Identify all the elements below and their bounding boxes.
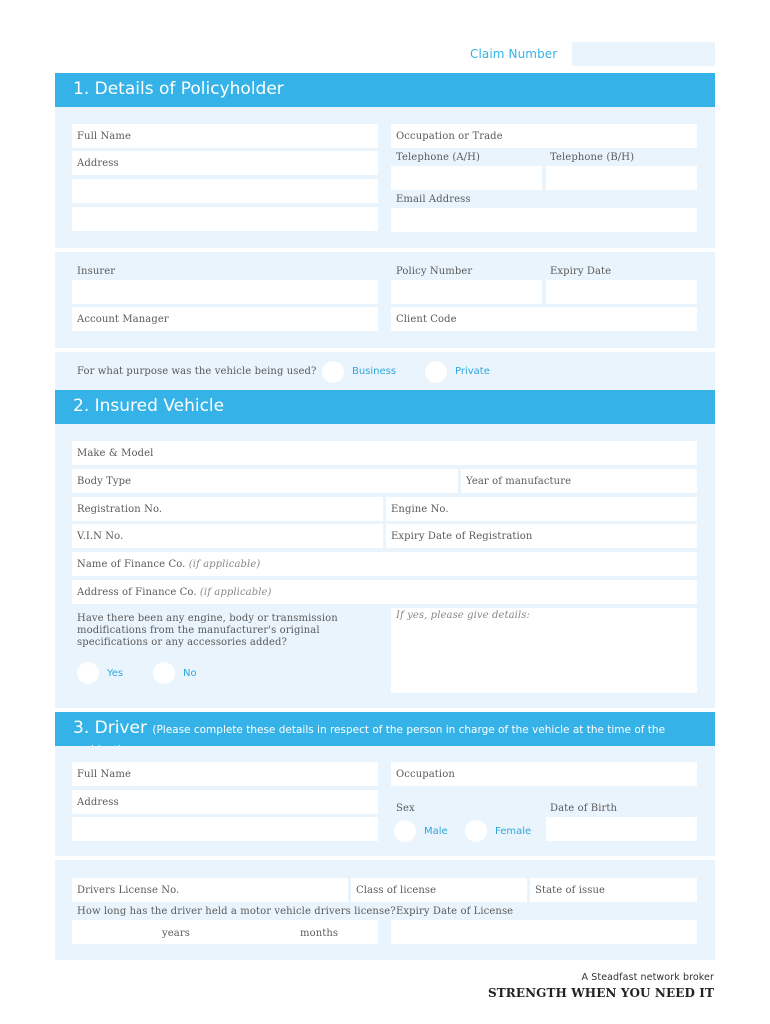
section-2-title: 2. Insured Vehicle	[73, 396, 225, 416]
address-field-2[interactable]	[72, 179, 378, 203]
driver-occupation-label: Occupation	[396, 769, 455, 780]
footer-slogan: STRENGTH WHEN YOU NEED IT	[487, 986, 714, 1000]
details-label	[396, 610, 530, 621]
license-expiry-label: Expiry Date of License	[396, 906, 514, 917]
insurer-label: Insurer	[77, 266, 116, 277]
expiry-date-field[interactable]	[546, 280, 697, 304]
purpose-question: For what purpose was the vehicle being used?	[77, 366, 317, 377]
license-number-label: Drivers License No.	[77, 885, 180, 896]
male-radio[interactable]	[394, 820, 416, 842]
finance-address-note: (if applicable)	[199, 587, 272, 598]
make-model-label: Make & Model	[77, 448, 154, 459]
dob-field[interactable]	[546, 817, 697, 841]
no-label: No	[183, 668, 197, 679]
address-field-3[interactable]	[72, 207, 378, 231]
body-type-label: Body Type	[77, 476, 132, 487]
finance-name-text: Name of Finance Co.	[77, 559, 186, 570]
yes-radio[interactable]	[77, 662, 99, 684]
telephone-bh-label: Telephone (B/H)	[550, 152, 635, 163]
expiry-date-label: Expiry Date	[550, 266, 612, 277]
driver-address-field-2[interactable]	[72, 817, 378, 841]
make-model-field[interactable]	[72, 441, 697, 465]
address-label: Address	[77, 158, 119, 169]
claim-number-field[interactable]	[572, 42, 715, 66]
full-name-label: Full Name	[77, 131, 131, 142]
business-radio[interactable]	[322, 361, 344, 383]
network-tagline: A Steadfast network broker	[581, 972, 714, 983]
finance-name-label	[77, 559, 260, 570]
female-label: Female	[495, 826, 532, 837]
finance-address-label	[77, 587, 272, 598]
registration-label: Registration No.	[77, 504, 163, 515]
engine-label: Engine No.	[391, 504, 449, 515]
sex-label: Sex	[396, 803, 415, 814]
driver-full-name-label: Full Name	[77, 769, 131, 780]
section-1-title: 1. Details of Policyholder	[73, 79, 284, 99]
finance-address-text: Address of Finance Co.	[77, 587, 197, 598]
state-label: State of issue	[535, 885, 606, 896]
section-2-header	[55, 390, 715, 424]
details-text: If yes, please give details:	[396, 610, 530, 621]
telephone-ah-label: Telephone (A/H)	[396, 152, 480, 163]
section-3-title-text: 3. Driver	[73, 718, 147, 738]
telephone-bh-field[interactable]	[546, 166, 697, 190]
male-label: Male	[424, 826, 448, 837]
license-class-label: Class of license	[356, 885, 437, 896]
modifications-question: Have there been any engine, body or transmission modifications from the manufacturer's original specifications or any accessories added?	[77, 613, 338, 648]
female-radio[interactable]	[465, 820, 487, 842]
rego-expiry-label: Expiry Date of Registration	[391, 531, 533, 542]
section-3-header	[55, 712, 715, 746]
occupation-label: Occupation or Trade	[396, 131, 503, 142]
driver-address-label: Address	[77, 797, 119, 808]
license-duration-question: How long has the driver held a motor vehicle drivers license?	[77, 906, 396, 917]
business-label: Business	[352, 366, 397, 377]
claim-number-label: Claim Number	[470, 47, 558, 61]
finance-name-note: (if applicable)	[188, 559, 261, 570]
years-label: years	[162, 928, 190, 939]
email-label: Email Address	[396, 194, 471, 205]
section-1-header	[55, 73, 715, 107]
section-3-subtitle: (Please complete these details in respect of the person in charge of the vehicle at the time of the	[152, 724, 666, 736]
license-expiry-field[interactable]	[391, 920, 697, 944]
telephone-ah-field[interactable]	[391, 166, 542, 190]
private-radio[interactable]	[425, 361, 447, 383]
year-label: Year of manufacture	[466, 476, 572, 487]
policy-number-label: Policy Number	[396, 266, 473, 277]
private-label: Private	[455, 366, 490, 377]
email-field[interactable]	[391, 208, 697, 232]
no-radio[interactable]	[153, 662, 175, 684]
account-manager-label: Account Manager	[77, 314, 169, 325]
dob-label: Date of Birth	[550, 803, 618, 814]
yes-label: Yes	[107, 668, 124, 679]
client-code-label: Client Code	[396, 314, 457, 325]
vin-label: V.I.N No.	[77, 531, 124, 542]
insurer-field[interactable]	[72, 280, 378, 304]
months-label: months	[300, 928, 339, 939]
policy-number-field[interactable]	[391, 280, 542, 304]
